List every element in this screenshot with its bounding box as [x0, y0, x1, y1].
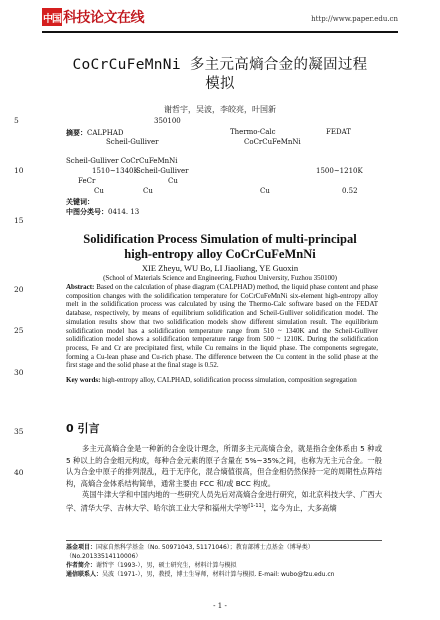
site-logo[interactable]	[42, 8, 144, 26]
logo-text: 科技论文在线	[63, 10, 144, 26]
header-rule	[42, 31, 398, 33]
paragraph: 多主元高熵合金是一种新的合金设计理念，所谓多主元高熵合金，就是指合金体系由 5 种或 5 种以上的合金组元构成，每种合金元素的原子含量在 5%~35%之间，也称为无主元合金。一般认为合金中原子的排列混乱，趋于无序化，混合熵值很高，但合金相仍然保持一定的周期性点阵结构，高熵合金体系结构简单，通常主要由 FCC 和/或 BCC 构成。	[66, 444, 382, 488]
keywords-en: Key words: high-entropy alloy, CALPHAD, solidification process simulation, composition segregation	[66, 376, 357, 384]
footnote-rule	[66, 540, 382, 541]
footnote-fund: 基金项目：国家自然科学基金（No. 50971043, 51171046）；教育部博士点基金（博导类）（No.20133514110006）	[66, 544, 314, 560]
abstract-cn-term: 1510~1340K	[92, 167, 139, 175]
affiliation-en: (School of Materials Science and Engineering, Fuzhou University, Fuzhou 350100)	[103, 274, 337, 282]
citation-ref[interactable]: [1-11]	[248, 502, 264, 509]
affiliation-code: 350100	[154, 117, 181, 125]
footnote-author: 作者简介：谢哲宇（1993-），男，硕士研究生，材料计算与模拟	[66, 562, 237, 569]
abstract-cn-term: Cu	[94, 187, 104, 195]
abstract-cn-term: Thermo-Calc	[230, 128, 276, 136]
abstract-cn-term: Cu	[143, 187, 153, 195]
abstract-cn-label-row: 摘要：CALPHAD	[66, 128, 124, 137]
line-number: 10	[14, 166, 24, 175]
line-number: 25	[14, 326, 24, 335]
section-heading: 0 引言	[66, 422, 100, 435]
abstract-cn-term: Cu	[260, 187, 270, 195]
site-url[interactable]: http://www.paper.edu.cn	[311, 15, 398, 23]
logo-mark: 中国	[42, 8, 62, 26]
abstract-cn-term: Cu	[168, 177, 178, 185]
abstract-cn-term: FEDAT	[326, 128, 351, 136]
abstract-en: Abstract: Based on the calculation of phase diagram (CALPHAD) method, the liquid phase content and phase composition changes with the solidification temperature for CoCrCuFeMnNi six-element high-entropy alloy melt in the solidification process was calculated by using the Thermo-Calc software based on the FEDAT database, respectively, by means of equilibrium solidification and Scheil-Gulliver solidification model. The simulation results show that two solidification models show different simulation result. The equilibrium solidification model has a solidification temperature range from 510 ~ 1340K and the Scheil-Gulliver solidification model shows a solidification temperature range from 500 ~ 1210K. During the solidification process, Fe and Cr are precipitated first, while Cu remains in the liquid phase. The components segregate, forming a Cu-lean phase and Cu-rich phase. The difference between the Cu content in the solid phase at the first stage and the solid phase at the final stage is 0.52.	[66, 283, 378, 370]
line-number: 20	[14, 285, 24, 294]
paragraph: 英国牛津大学和中国内地的一些研究人员先后对高熵合金进行研究，如北京科技大学、广西大学、清华大学、吉林大学、哈尔滨工业大学和福州大学等[1-11]，迄今为止，大多高熵	[66, 490, 382, 513]
abstract-cn-term: Scheil-Gulliver CoCrCuFeMnNi	[66, 157, 178, 165]
body-text-cn	[66, 443, 382, 514]
authors-cn: 谢哲宇，吴波，李皎亮，叶国新	[164, 105, 276, 114]
authors-en: XIE Zheyu, WU Bo, LI Jiaoliang, YE Guoxin	[141, 263, 299, 273]
footnotes	[66, 543, 382, 579]
footnote-correspondence: 通信联系人：吴波（1971-），男，教授，博士生导师，材料计算与模拟. E-mail: wubo@fzu.edu.cn	[66, 571, 335, 578]
abstract-cn-term: Scheil-Gulliver	[106, 138, 159, 146]
line-number: 5	[14, 116, 19, 125]
paper-title-cn: CoCrCuFeMnNi 多主元高熵合金的凝固过程 模拟	[72, 57, 368, 92]
page-number: - 1 -	[213, 602, 227, 610]
abstract-cn-term: 1500~1210K	[316, 167, 363, 175]
paper-title-en: Solidification Process Simulation of multi-principal high-entropy alloy CoCrCuFeMnNi	[83, 232, 357, 261]
page-header	[0, 0, 440, 36]
line-number: 15	[14, 216, 24, 225]
line-number: 40	[14, 468, 24, 477]
abstract-cn-term: CoCrCuFeMnNi	[244, 138, 301, 146]
abstract-cn-term: Scheil-Gulliver	[136, 167, 189, 175]
abstract-cn-term: FeCr	[78, 177, 96, 185]
line-number: 35	[14, 427, 24, 436]
abstract-cn-label: 摘要：	[66, 128, 87, 137]
abstract-cn-term: 0.52	[342, 187, 358, 195]
keywords-cn-label: 关键词：	[66, 197, 94, 206]
clc-number: 中图分类号：0414. 13	[66, 207, 140, 216]
line-number: 30	[14, 368, 24, 377]
